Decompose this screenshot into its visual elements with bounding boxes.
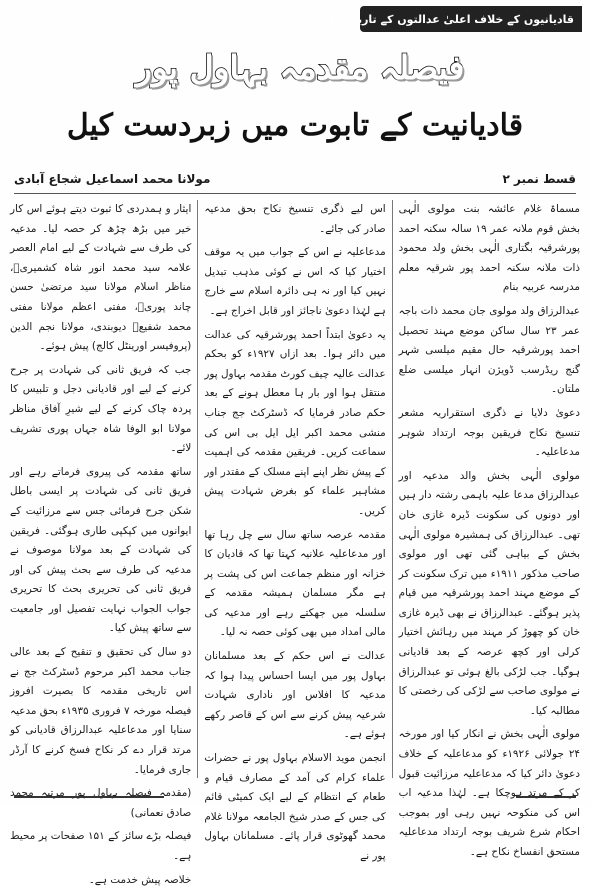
- byline-row: [14, 165, 576, 194]
- paragraph: ساتھ مقدمہ کی پیروی فرماتے رہے اور فریق ثانی کی شہادت پر ایسی باطل شکن جرح فرمائی جس سے مرزائیت کے ایوانوں میں کپکپی طاری ہوگئی۔ فریقین کی شہادت کے بعد مولانا موصوف نے مدعیہ کی طرف سے بحث پیش کی اور فریق ثانی کی تحریری بحث کا تحریری جواب الجواب نہایت تفصیل اور جامعیت سے ساتھ پیش کیا۔: [10, 465, 192, 635]
- text-column-1: [398, 200, 581, 858]
- author-name: مولانا محمد اسماعیل شجاع آبادی: [14, 172, 211, 186]
- series-banner-text: قادیانیوں کے خلاف اعلیٰ عدالتوں کے تاریخی فیصلے: [301, 12, 574, 26]
- paragraph: انجمن موید الاسلام بہاول پور نے حضرات علماء کرام کی آمد کے مصارف قیام و طعام کے انتظام کے لیے ایک کمیٹی قائم کی جس کے صدر شیخ الجامعہ مولانا غلام محمد گھوٹوی قرار پائے۔ مسلمانان بہاول پور نے: [204, 752, 386, 862]
- paragraph: دو سال کی تحقیق و تنقیح کے بعد عالی جناب محمد اکبر مرحوم ڈسٹرکٹ جج نے اس تاریخی مقدمہ کا بصیرت افروز فیصلہ مورخہ ۷ فروری ۱۹۳۵ء بحق مدعیہ سنایا اور مدعاعلیہ عبدالرزاق قادیانی کو مرتد قرار دے کر نکاح فسخ کرنے کا آرڈر جاری فرمایا۔: [10, 646, 192, 776]
- paragraph: عبدالرزاق ولد مولوی جان محمد ذات باجہ عمر ۲۳ سال ساکن موضع مہند تحصیل احمد پورشرقیہ حال مقیم میلسی شہر گنج ریڈرسب ڈویژن انہار میلسی ضلع ملتان۔: [398, 304, 581, 396]
- paragraph: یہ دعویٰ ابتداً احمد پورشرقیہ کی عدالت میں دائر ہوا۔ بعد ازاں ۱۹۲۷ء کو بحکم عدالت عالیہ چیف کورٹ مقدمہ بہاول پور منتقل ہوا اور بار ہا معطل ہونے کے بعد حکم صادر فرمایا کہ ڈسٹرکٹ جج جناب منشی محمد اکبر ایل ایل بی اس کی سماعت کریں۔ فریقین مقدمہ کی اہمیت کے پیش نظر اپنے اپنے مسلک کے مقتدر اور مشاہیر علماء کو بغرض شہادت پیش کریں۔: [204, 328, 386, 517]
- paragraph: مدعاعلیہ نے اس کے جواب میں یہ موقف اختیار کیا کہ اس نے کوئی مذہب تبدیل نہیں کیا اور نہ ہی دائرہ اسلام سے خارج ہے لہٰذا دعویٰ ناجائز اور قابل اخراج ہے۔: [204, 246, 386, 317]
- paragraph: جب کہ فریق ثانی کی شہادت پر جرح کرنے کے لیے اور قادیانی دجل و تلبیس کا پردہ چاک کرنے کے لیے شیرِ آفاق مناظر مولانا ابو الوفا شاہ جہاں پوری تشریف لائے۔: [10, 363, 192, 455]
- paragraph: (مقدمہ فیصلہ بہاول پور مرتبہ محمد صادق نعمانی): [10, 787, 192, 819]
- series-banner: [301, 6, 582, 32]
- article-title: فیصلہ مقدمہ بہاول پور: [135, 48, 465, 87]
- paragraph: عدالت نے اس حکم کے بعد مسلمانان بہاول پور میں ایسا احساس پیدا ہوا کہ مدعیہ کا افلاس اور ناداری شہادت شرعیہ پیش کرنے سے اس کے قاصر رکھے ہوئے ہے۔: [204, 650, 386, 741]
- paragraph: خلاصہ پیش خدمت ہے۔: [88, 873, 192, 886]
- installment-number: قسط نمبر ۲: [502, 172, 576, 186]
- paragraph: مولوی الٰہی بخش والد مدعیہ اور عبدالرزاق مدعا علیہ باہمی رشتہ دار ہیں اور دونوں کی سکونت ڈیرہ غازی خان تھی۔ عبدالرزاق کی ہمشیرہ مولوی الٰہی بخش کے بیاہی گئی تھی اور مولوی صاحب مذکور ۱۹۱۱ء میں ترک سکونت کر کے موضع مہند احمد پورشرقیہ میں قیام پذیر ہوگئے۔ عبدالرزاق نے بھی ڈیرہ غازی خان کو چھوڑ کر مہند میں رہائش اختیار کرلی اور کچھ عرصہ کے بعد قادیانی ہوگیا۔ جب لڑکی بالغ ہوئی تو عبدالرزاق نے مولوی صاحب سے لڑکی کی رخصتی کا مطالبہ کیا۔: [398, 469, 580, 717]
- text-column-3: [10, 200, 192, 886]
- article-body: [10, 200, 581, 886]
- column-divider: [197, 200, 198, 778]
- closing-rule-right: [516, 782, 576, 798]
- article-subtitle: قادیانیت کے تابوت میں زبردست کیل: [66, 108, 524, 143]
- paragraph: اس لیے ذگری تنسیخ نکاح بحق مدعیہ صادر کی جائے۔: [204, 203, 386, 235]
- text-column-2: [204, 200, 386, 862]
- paragraph: فیصلہ بڑے سائز کے ۱۵۱ صفحات پر محیط ہے۔: [10, 830, 192, 862]
- column-divider: [392, 200, 393, 778]
- paragraph: دعویٰ دلایا نے ذگری استقراریہ مشعر تنسیخ نکاح فریقین بوجہ ارتداد شوہر مدعاعلیہ۔: [398, 406, 580, 459]
- paragraph: مسماۃ غلام عائشہ بنت مولوی الٰہی بخش قوم ملانہ عمر ۱۹ سالہ سکنہ احمد پورشرقیہ بگتاری الٰہی بخش ولد محمود ذات ملانہ سکنہ احمد پور شرقیہ معلم مدرسہ عربیہ بنام: [398, 203, 580, 294]
- paragraph: مولوی الٰہی بخش نے انکار کیا اور مورخہ ۲۴ جولائی ۱۹۲۶ء کو مدعاعلیہ کے خلاف دعویٰ دائر کیا کہ مدعاعلیہ مرزائیت قبول کر کے مرتد ہوچکا ہے۔ لہٰذا مدعیہ اب اس کی منکوحہ نہیں رہی اور بموجب احکام شرع شریف بوجہ ارتداد مدعاعلیہ مستحق انفساخ نکاح ہے۔: [398, 728, 580, 858]
- paragraph: مقدمہ عرصہ ساتھ سال سے چل رہا تھا اور مدعاعلیہ علانیہ کہتا تھا کہ قادیان کا خزانہ اور منظم جماعت اس کی پشت پر ہے مگر مسلمان ہمیشہ مقدمہ کے سلسلہ میں جھکتے رہے اور مدعیہ کی مالی امداد میں بھی کوئی حصہ نہ لیا۔: [204, 528, 386, 639]
- paragraph: ایثار و ہمدردی کا ثبوت دیتے ہوئے اس کار خیر میں بڑھ چڑھ کر حصہ لیا۔ مدعیہ کی طرف سے شہادت کے لیے امام العصر علامہ سید محمد انور شاہ کشمیریؒ، مناظر اسلام مولانا سید مرتضیٰ حسن چاند پوریؒ، مفتی اعظم مولانا مفتی محمد شفیعؒ دیوبندی، مولانا نجم الدین (پروفیسر اورینٹل کالج) پیش ہوئے۔: [10, 203, 192, 353]
- closing-rule-left: [14, 782, 164, 798]
